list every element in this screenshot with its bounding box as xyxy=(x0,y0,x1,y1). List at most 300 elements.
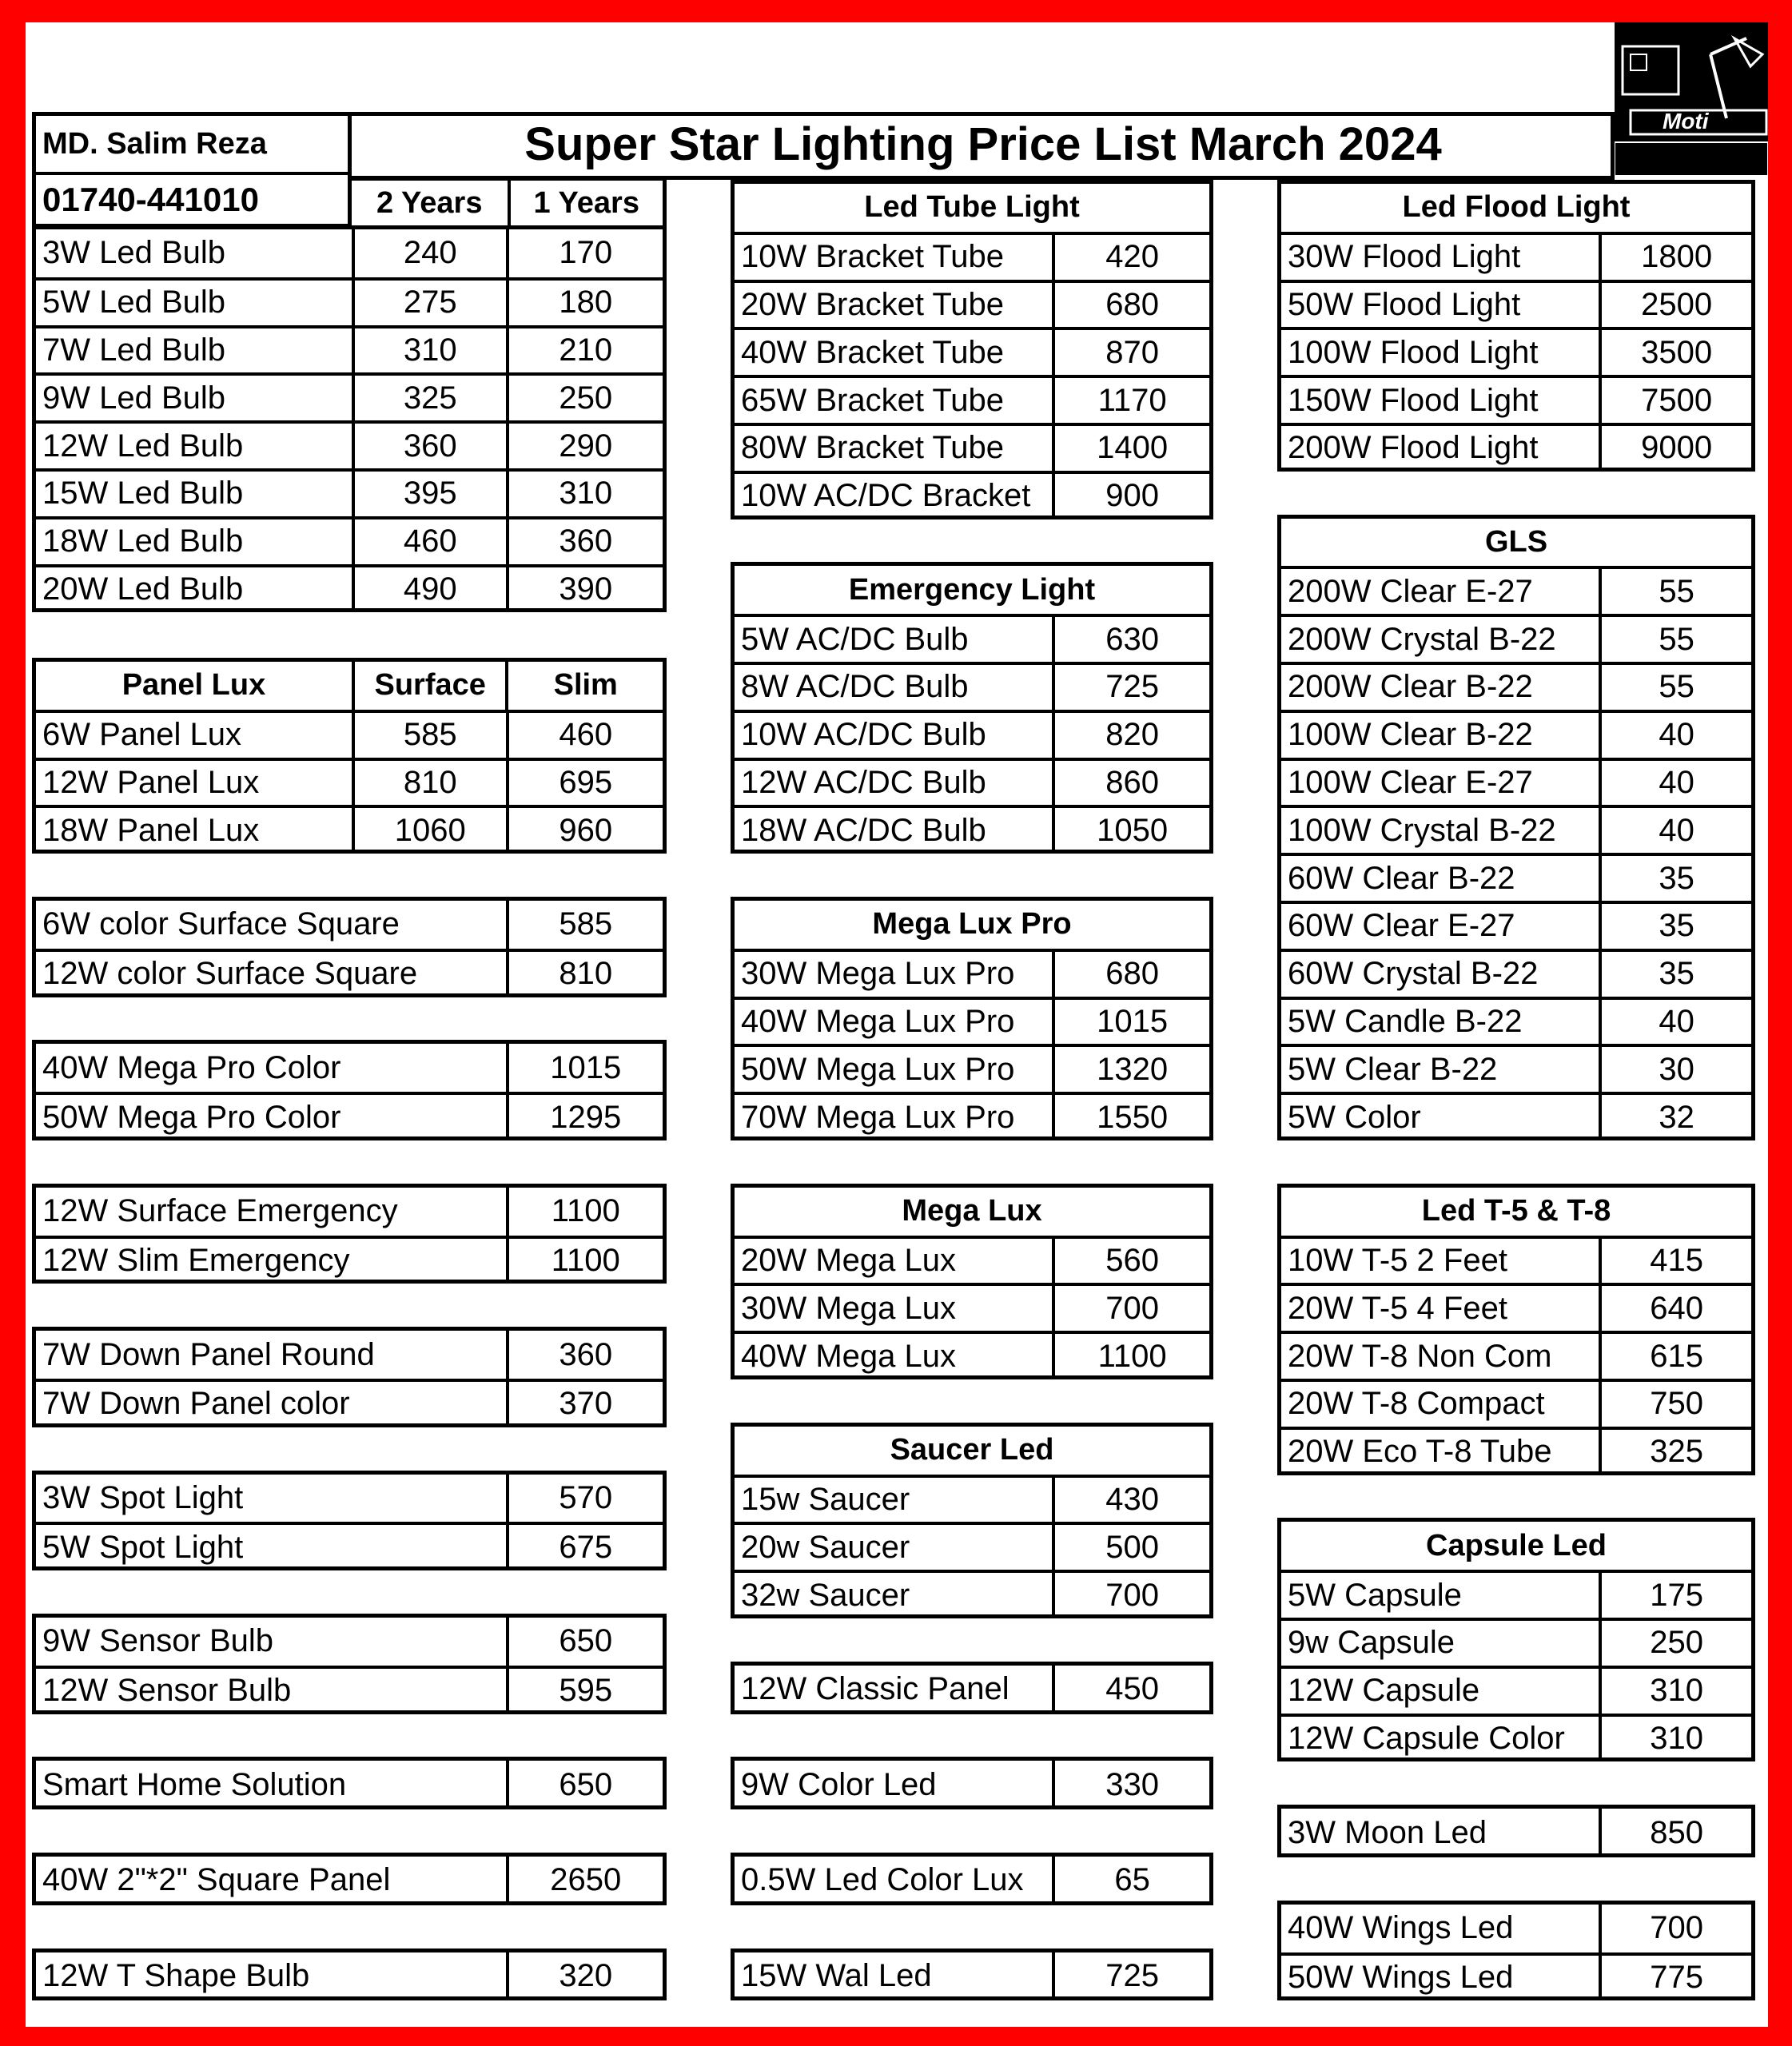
table-row xyxy=(1281,805,1751,853)
item-price: 55 xyxy=(1599,569,1751,614)
item-price: 1800 xyxy=(1599,235,1751,280)
item-name: 32w Saucer xyxy=(741,1577,910,1613)
table-row xyxy=(1281,1714,1751,1761)
item-name: 20W T-8 Non Com xyxy=(1288,1338,1552,1374)
item-name: 70W Mega Lux Pro xyxy=(741,1099,1015,1135)
header-cell: Panel Lux xyxy=(121,668,266,703)
item-name: 12W Led Bulb xyxy=(42,428,244,464)
item-price: 40 xyxy=(1599,1000,1751,1045)
item-name: 12W Panel Lux xyxy=(42,764,260,800)
item-name: 200W Crystal B-22 xyxy=(1288,621,1556,657)
price-table-mega-lux-pro xyxy=(731,897,1213,1140)
item-price: 2650 xyxy=(506,1857,663,1905)
logo xyxy=(1615,22,1768,176)
owner-name: MD. Salim Reza xyxy=(42,126,267,161)
item-name: 3W Spot Light xyxy=(42,1479,244,1515)
item-name: 200W Flood Light xyxy=(1288,430,1539,466)
item-price: 680 xyxy=(1052,952,1209,997)
item-name: 18W Led Bulb xyxy=(42,523,244,559)
item-price: 1550 xyxy=(1052,1095,1209,1140)
price-table-led-bulb xyxy=(32,225,667,612)
item-price: 415 xyxy=(1599,1239,1751,1284)
header-cell: Led Tube Light xyxy=(864,190,1080,225)
table-row xyxy=(36,229,663,277)
header-cell: Surface xyxy=(352,662,506,710)
item-price: 725 xyxy=(1052,665,1209,710)
item-name: 40W Bracket Tube xyxy=(741,334,1005,370)
item-name: 3W Led Bulb xyxy=(42,235,226,271)
price-table-mega-pro-color xyxy=(32,1040,667,1140)
table-row xyxy=(36,1331,663,1379)
item-name: 100W Crystal B-22 xyxy=(1288,812,1556,848)
table-row xyxy=(1281,566,1751,614)
table-row xyxy=(1281,949,1751,997)
table-header-row xyxy=(1281,1188,1751,1236)
price-table-down-panel xyxy=(32,1327,667,1427)
item-price: 585 xyxy=(352,713,506,758)
table-row xyxy=(1281,662,1751,710)
table-row xyxy=(735,1044,1209,1092)
table-row xyxy=(735,1666,1209,1714)
item-price: 35 xyxy=(1599,952,1751,997)
item-name: 40W Mega Pro Color xyxy=(42,1049,341,1085)
item-name: 100W Clear B-22 xyxy=(1288,717,1533,753)
table-header-row xyxy=(1281,184,1751,232)
item-price: 40 xyxy=(1599,713,1751,758)
table-row xyxy=(1281,1905,1751,1952)
table-row xyxy=(1281,1809,1751,1857)
table-row xyxy=(36,1618,663,1666)
item-name: 9W Led Bulb xyxy=(42,380,226,416)
table-row xyxy=(36,1475,663,1523)
item-name: 100W Clear E-27 xyxy=(1288,764,1533,800)
table-row xyxy=(735,1570,1209,1618)
item-name: 5W AC/DC Bulb xyxy=(741,621,969,657)
price-table-wings-led xyxy=(1277,1901,1755,2001)
item-name: 65W Bracket Tube xyxy=(741,382,1005,418)
item-name: 0.5W Led Color Lux xyxy=(741,1862,1024,1898)
table-row xyxy=(1281,758,1751,806)
price-table-mega-lux xyxy=(731,1184,1213,1379)
item-name: 10W Bracket Tube xyxy=(741,239,1005,275)
item-price: 750 xyxy=(1599,1382,1751,1427)
header-cell: Slim xyxy=(505,662,663,710)
table-row xyxy=(735,471,1209,519)
item-price: 360 xyxy=(352,424,506,468)
table-row xyxy=(1281,1044,1751,1092)
item-price: 810 xyxy=(352,761,506,806)
item-price: 35 xyxy=(1599,856,1751,901)
item-name: 200W Clear B-22 xyxy=(1288,669,1533,705)
item-price: 700 xyxy=(1052,1286,1209,1331)
item-price: 595 xyxy=(506,1669,663,1714)
header-cell: Emergency Light xyxy=(848,572,1096,607)
header-cell: Mega Lux Pro xyxy=(872,907,1072,941)
price-table-gls xyxy=(1277,515,1755,1140)
item-name: 40W Wings Led xyxy=(1288,1910,1514,1946)
table-row xyxy=(735,949,1209,997)
item-name: 20W T-5 4 Feet xyxy=(1288,1290,1507,1326)
price-table-smart-home xyxy=(32,1757,667,1809)
item-name: 10W AC/DC Bulb xyxy=(741,717,986,753)
item-name: 10W AC/DC Bracket xyxy=(741,478,1031,514)
item-price: 360 xyxy=(506,1331,663,1379)
item-price: 700 xyxy=(1599,1905,1751,1952)
item-price: 460 xyxy=(352,519,506,564)
table-header-row xyxy=(352,181,663,225)
table-row xyxy=(1281,853,1751,901)
item-price: 30 xyxy=(1599,1047,1751,1092)
table-row xyxy=(735,327,1209,375)
item-name: 20W Bracket Tube xyxy=(741,286,1005,322)
table-row xyxy=(735,1092,1209,1140)
item-price: 40 xyxy=(1599,761,1751,806)
item-name: 20W T-8 Compact xyxy=(1288,1386,1545,1422)
table-row xyxy=(1281,1236,1751,1284)
item-name: Smart Home Solution xyxy=(42,1766,347,1802)
header-cell: Led Flood Light xyxy=(1402,190,1631,225)
item-name: 30W Flood Light xyxy=(1288,239,1521,275)
table-row xyxy=(1281,1427,1751,1475)
item-price: 210 xyxy=(506,328,663,373)
item-name: 15W Wal Led xyxy=(741,1957,932,1993)
item-price: 390 xyxy=(506,567,663,612)
table-row xyxy=(735,1283,1209,1331)
table-header-row xyxy=(1281,1522,1751,1570)
item-price: 420 xyxy=(1052,235,1209,280)
table-row xyxy=(735,1475,1209,1523)
item-price: 175 xyxy=(1599,1573,1751,1618)
item-name: 30W Mega Lux xyxy=(741,1290,957,1326)
page-title: Super Star Lighting Price List March 2024 xyxy=(524,117,1442,170)
item-price: 3500 xyxy=(1599,330,1751,375)
item-price: 695 xyxy=(506,761,663,806)
table-row xyxy=(1281,232,1751,280)
table-row xyxy=(735,1331,1209,1379)
table-row xyxy=(1281,710,1751,758)
item-price: 675 xyxy=(506,1525,663,1570)
table-row xyxy=(1281,327,1751,375)
item-name: 12W Sensor Bulb xyxy=(42,1673,292,1709)
price-table-t-shape xyxy=(32,1948,667,2001)
table-row xyxy=(36,1761,663,1809)
item-name: 10W T-5 2 Feet xyxy=(1288,1242,1507,1278)
item-price: 430 xyxy=(1052,1478,1209,1523)
item-name: 18W AC/DC Bulb xyxy=(741,812,986,848)
price-table-color-surface xyxy=(32,897,667,997)
item-name: 50W Flood Light xyxy=(1288,286,1521,322)
item-name: 9W Sensor Bulb xyxy=(42,1623,274,1659)
item-price: 450 xyxy=(1052,1666,1209,1714)
item-price: 310 xyxy=(1599,1717,1751,1761)
item-name: 7W Led Bulb xyxy=(42,332,226,368)
table-header-row xyxy=(735,901,1209,949)
table-row xyxy=(735,710,1209,758)
item-name: 12W color Surface Square xyxy=(42,956,418,992)
item-name: 60W Clear B-22 xyxy=(1288,860,1515,896)
item-price: 65 xyxy=(1052,1857,1209,1905)
table-row xyxy=(36,325,663,373)
item-price: 7500 xyxy=(1599,378,1751,423)
item-name: 60W Crystal B-22 xyxy=(1288,956,1539,992)
item-price: 35 xyxy=(1599,904,1751,949)
item-price: 615 xyxy=(1599,1334,1751,1379)
year-header-row xyxy=(348,177,667,229)
item-price: 290 xyxy=(506,424,663,468)
item-name: 9w Capsule xyxy=(1288,1625,1456,1661)
price-table-emergency-light xyxy=(731,562,1213,854)
table-row xyxy=(36,468,663,516)
item-price: 330 xyxy=(1052,1761,1209,1809)
table-row xyxy=(1281,423,1751,471)
table-row xyxy=(735,1522,1209,1570)
table-header-row xyxy=(735,184,1209,232)
logo-text: Moti xyxy=(1663,109,1709,133)
header-cell: Saucer Led xyxy=(890,1433,1054,1467)
item-price: 32 xyxy=(1599,1095,1751,1140)
table-row xyxy=(1281,1092,1751,1140)
price-table-led-flood-light xyxy=(1277,180,1755,472)
item-price: 650 xyxy=(506,1761,663,1809)
item-price: 850 xyxy=(1599,1809,1751,1857)
item-price: 900 xyxy=(1052,474,1209,519)
price-table-square-panel xyxy=(32,1853,667,1905)
item-price: 250 xyxy=(506,376,663,420)
item-name: 60W Clear E-27 xyxy=(1288,908,1515,944)
item-name: 5W Capsule xyxy=(1288,1577,1462,1613)
item-name: 7W Down Panel Round xyxy=(42,1336,375,1372)
table-row xyxy=(36,901,663,949)
table-row xyxy=(36,1522,663,1570)
price-table-led-tube-light xyxy=(731,180,1213,519)
item-name: 6W color Surface Square xyxy=(42,906,400,942)
table-row xyxy=(735,758,1209,806)
table-row xyxy=(735,805,1209,853)
table-row xyxy=(1281,614,1751,662)
table-row xyxy=(1281,280,1751,328)
item-name: 5W Clear B-22 xyxy=(1288,1051,1498,1087)
item-name: 12W AC/DC Bulb xyxy=(741,764,986,800)
item-price: 810 xyxy=(506,952,663,997)
item-price: 310 xyxy=(352,328,506,373)
table-row xyxy=(36,277,663,325)
item-price: 325 xyxy=(352,376,506,420)
item-price: 725 xyxy=(1052,1952,1209,2000)
item-price: 570 xyxy=(506,1475,663,1523)
item-price: 640 xyxy=(1599,1286,1751,1331)
item-name: 3W Moon Led xyxy=(1288,1814,1487,1850)
item-price: 1100 xyxy=(506,1239,663,1284)
header-cell: 1 Years xyxy=(508,181,663,225)
item-name: 6W Panel Lux xyxy=(42,717,242,753)
price-table-sensor-bulb xyxy=(32,1614,667,1714)
price-table-classic-panel xyxy=(731,1662,1213,1714)
item-name: 20w Saucer xyxy=(741,1529,910,1565)
price-table-moon-led xyxy=(1277,1805,1755,1857)
table-row xyxy=(1281,1379,1751,1427)
item-name: 20W Eco T-8 Tube xyxy=(1288,1434,1552,1470)
table-row xyxy=(1281,375,1751,423)
table-row xyxy=(735,997,1209,1045)
item-price: 1015 xyxy=(1052,1000,1209,1045)
item-price: 775 xyxy=(1599,1956,1751,2000)
header-cell: Led T-5 & T-8 xyxy=(1421,1194,1611,1228)
item-price: 320 xyxy=(506,1952,663,2000)
table-row xyxy=(1281,901,1751,949)
table-row xyxy=(36,949,663,997)
table-row xyxy=(36,758,663,806)
table-row xyxy=(1281,1618,1751,1666)
item-name: 5W Spot Light xyxy=(42,1529,244,1565)
item-name: 12W Capsule xyxy=(1288,1673,1480,1709)
table-row xyxy=(36,1092,663,1140)
table-header-row xyxy=(1281,519,1751,567)
header-cell: 2 Years xyxy=(376,185,483,220)
price-table-led-t5-t8 xyxy=(1277,1184,1755,1475)
table-row xyxy=(36,710,663,758)
item-name: 150W Flood Light xyxy=(1288,382,1539,418)
table-row xyxy=(735,662,1209,710)
table-row xyxy=(36,1044,663,1092)
table-header-row xyxy=(36,662,663,710)
item-price: 240 xyxy=(352,229,506,277)
item-price: 1050 xyxy=(1052,808,1209,853)
item-price: 55 xyxy=(1599,617,1751,662)
header-cell: GLS xyxy=(1484,524,1548,559)
table-row xyxy=(36,564,663,612)
item-name: 30W Mega Lux Pro xyxy=(741,956,1015,992)
item-price: 1295 xyxy=(506,1095,663,1140)
item-name: 50W Mega Pro Color xyxy=(42,1099,341,1135)
table-row xyxy=(1281,997,1751,1045)
table-row xyxy=(735,423,1209,471)
table-row xyxy=(735,280,1209,328)
price-table-spot-light xyxy=(32,1471,667,1571)
item-name: 100W Flood Light xyxy=(1288,334,1539,370)
price-table-color-led xyxy=(731,1757,1213,1809)
table-row xyxy=(1281,1570,1751,1618)
table-row xyxy=(36,1952,663,2000)
header-block xyxy=(32,112,352,228)
table-row xyxy=(36,1857,663,1905)
item-name: 12W T Shape Bulb xyxy=(42,1957,310,1993)
table-row xyxy=(735,614,1209,662)
item-name: 18W Panel Lux xyxy=(42,812,260,848)
table-row xyxy=(36,805,663,853)
table-header-row xyxy=(735,1188,1209,1236)
item-name: 7W Down Panel color xyxy=(42,1386,350,1422)
item-price: 55 xyxy=(1599,665,1751,710)
item-price: 960 xyxy=(506,808,663,853)
item-price: 630 xyxy=(1052,617,1209,662)
table-header-row xyxy=(735,566,1209,614)
table-row xyxy=(36,1236,663,1284)
item-name: 5W Led Bulb xyxy=(42,285,226,320)
price-table-led-color-lux xyxy=(731,1853,1213,1905)
price-table-capsule-led xyxy=(1277,1518,1755,1761)
table-row xyxy=(1281,1666,1751,1714)
table-row xyxy=(36,1379,663,1427)
price-table-saucer-led xyxy=(731,1423,1213,1618)
item-price: 2500 xyxy=(1599,283,1751,328)
table-row xyxy=(735,1857,1209,1905)
item-price: 700 xyxy=(1052,1573,1209,1618)
header-cell: Capsule Led xyxy=(1426,1528,1607,1562)
item-price: 180 xyxy=(506,281,663,325)
item-name: 8W AC/DC Bulb xyxy=(741,669,969,705)
item-name: 9W Color Led xyxy=(741,1766,937,1802)
table-header-row xyxy=(735,1427,1209,1475)
item-name: 12W Surface Emergency xyxy=(42,1193,398,1229)
table-row xyxy=(735,1236,1209,1284)
table-row xyxy=(36,420,663,468)
table-row xyxy=(735,232,1209,280)
item-name: 12W Capsule Color xyxy=(1288,1720,1565,1756)
item-name: 40W Mega Lux xyxy=(741,1338,957,1374)
item-name: 50W Wings Led xyxy=(1288,1959,1514,1995)
item-name: 5W Color xyxy=(1288,1099,1421,1135)
item-price: 680 xyxy=(1052,283,1209,328)
item-name: 40W 2"*2" Square Panel xyxy=(42,1862,391,1898)
item-name: 200W Clear E-27 xyxy=(1288,573,1533,609)
item-price: 310 xyxy=(506,472,663,516)
table-row xyxy=(36,1666,663,1714)
table-row xyxy=(735,1952,1209,2000)
item-price: 325 xyxy=(1599,1430,1751,1475)
table-row xyxy=(36,516,663,564)
item-price: 310 xyxy=(1599,1669,1751,1714)
item-price: 820 xyxy=(1052,713,1209,758)
item-price: 275 xyxy=(352,281,506,325)
item-price: 370 xyxy=(506,1382,663,1427)
header-cell: Mega Lux xyxy=(902,1194,1042,1228)
item-name: 12W Classic Panel xyxy=(741,1671,1009,1707)
table-row xyxy=(1281,1283,1751,1331)
table-row xyxy=(1281,1331,1751,1379)
item-price: 395 xyxy=(352,472,506,516)
item-name: 40W Mega Lux Pro xyxy=(741,1003,1015,1039)
item-price: 1170 xyxy=(1052,378,1209,423)
item-name: 20W Led Bulb xyxy=(42,571,244,607)
item-price: 1320 xyxy=(1052,1047,1209,1092)
item-price: 1400 xyxy=(1052,426,1209,471)
item-price: 1060 xyxy=(352,808,506,853)
table-row xyxy=(735,375,1209,423)
owner-phone: 01740-441010 xyxy=(42,181,259,218)
item-price: 250 xyxy=(1599,1621,1751,1666)
table-row xyxy=(36,372,663,420)
table-row xyxy=(735,1761,1209,1809)
price-table-emergency-panel xyxy=(32,1184,667,1284)
item-name: 15W Led Bulb xyxy=(42,476,244,512)
item-name: 5W Candle B-22 xyxy=(1288,1003,1523,1039)
item-price: 650 xyxy=(506,1618,663,1666)
item-price: 490 xyxy=(352,567,506,612)
item-name: 20W Mega Lux xyxy=(741,1242,957,1278)
item-price: 860 xyxy=(1052,761,1209,806)
item-price: 40 xyxy=(1599,808,1751,853)
item-price: 585 xyxy=(506,901,663,949)
item-price: 1015 xyxy=(506,1044,663,1092)
item-price: 1100 xyxy=(1052,1334,1209,1379)
item-price: 170 xyxy=(506,229,663,277)
table-row xyxy=(36,1188,663,1236)
item-name: 80W Bracket Tube xyxy=(741,430,1005,466)
item-name: 15w Saucer xyxy=(741,1481,910,1517)
item-price: 500 xyxy=(1052,1525,1209,1570)
item-name: 12W Slim Emergency xyxy=(42,1242,350,1278)
table-row xyxy=(1281,1952,1751,2000)
